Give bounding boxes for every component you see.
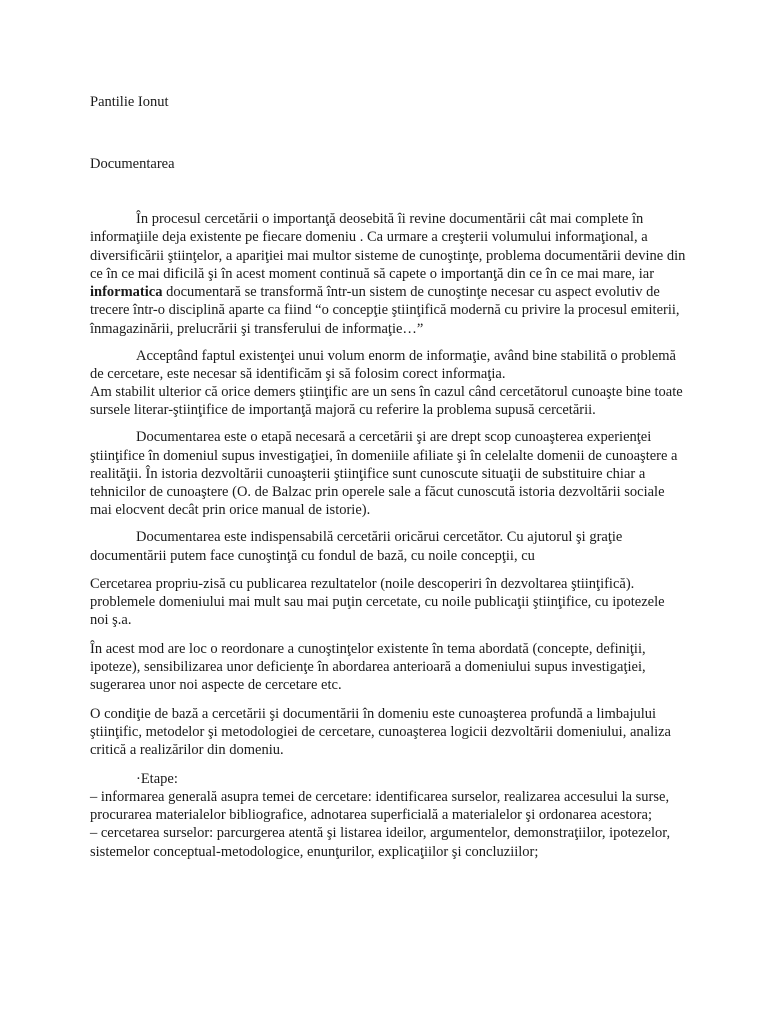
paragraph-8-text: O condiţie de bază a cercetării şi documentării în domeniu este cunoaşterea profundă a limbajului ştiinţific, metodelor şi metodologiei de cercetare, cunoaşterea logicii dezvoltării domeniului, analiza critică a realizărilor din domeniu. — [90, 705, 671, 759]
etape-item: – informarea generală asupra temei de cercetare: identificarea surselor, realizarea accesului la surse, procurarea materialelor bibliografice, adnotarea superficială a materialelor şi ordonarea acestora; — [90, 788, 670, 824]
paragraph-2 — [90, 347, 686, 384]
paragraph-1-bold-term: informatica — [90, 284, 163, 301]
paragraph-1-text-b: documentară se transformă într-un sistem de cunoştinţe necesar cu aspect evolutiv de trecere într-o disciplină aparte ca fiind “o concepţie ştiinţifică modernă cu privire la procesul emiterii, înmagazinării, prelucrării şi transferului de informaţie…” — [90, 284, 680, 337]
paragraph-5-text: Documentarea este indispensabilă cercetării oricărui cercetător. Cu ajutorul şi graţie documentării putem face cunoştinţă cu fondul de bază, cu noile concepţii, cu — [90, 529, 623, 564]
author-name: Pantilie Ionut — [90, 94, 169, 110]
paragraph-7 — [90, 640, 686, 695]
etape-heading: ·Etape: — [136, 770, 178, 787]
paragraph-4 — [90, 428, 686, 519]
etape-item: – cercetarea surselor: parcurgerea atentă şi listarea ideilor, argumentelor, demonstraţiilor, ipotezelor, sistemelor conceptual-metodologice, enunţurilor, explicaţiilor şi concluziilor; — [90, 825, 671, 860]
paragraph-3-text: Am stabilit ulterior că orice demers ştiinţific are un sens în cazul când cercetătorul cunoaşte bine toate sursele literar-ştiinţifice de importanţă majoră cu referire la problema supusă cercetării. — [90, 384, 683, 419]
paragraph-8 — [90, 705, 686, 760]
paragraph-5 — [90, 528, 686, 565]
paragraph-3 — [90, 383, 686, 420]
paragraph-1 — [90, 210, 686, 338]
paragraph-7-text: În acest mod are loc o reordonare a cunoştinţelor existente în tema abordată (concepte, definiţii, ipoteze), sensibilizarea unor deficienţe în abordarea anterioară a domeniului supus investigaţiei, sugerarea unor noi aspecte de cercetare etc. — [90, 640, 646, 694]
document-title: Documentarea — [90, 156, 175, 172]
paragraph-4-text: Documentarea este o etapă necesară a cercetării şi are drept scop cunoaşterea experienţei ştiinţifice în domeniul supus investigaţiei, în domeniile afiliate şi în celelalte domenii de cunoaştere a realităţii. În istoria dezvoltării cunoaşterii ştiinţifice sunt cunoscute situaţii de substituire chiar a tehnicilor de cunoaştere (O. de Balzac prin operele sale a făcut cunoscută istoria dezvoltării sociale mai elocvent decât prin orice manual de istorie). — [90, 429, 678, 519]
paragraph-2-text: Acceptând faptul existenţei unui volum enorm de informaţie, având bine stabilită o problemă de cercetare, este necesar să identificăm şi să folosim corect informaţia. — [90, 347, 676, 382]
etape-section — [90, 770, 686, 861]
document-body — [90, 210, 686, 861]
paragraph-6-text: Cercetarea propriu-zisă cu publicarea rezultatelor (noile descoperiri în dezvoltarea ştiinţifică). problemele domeniului mai mult sau mai puţin cercetate, cu noile publicaţii ştiinţifice, cu ipotezele noi ş.a. — [90, 575, 665, 629]
paragraph-6 — [90, 575, 686, 630]
paragraph-1-text-a: În procesul cercetării o importanţă deosebită îi revine documentării cât mai complete în informaţiile deja existente pe fiecare domeniu . Ca urmare a creşterii volumului informaţional, a diversificării ştiinţelor, a apariţiei mai multor sisteme de cunoştinţe, problema documentării devine din ce în ce mai dificilă şi în acest moment continuă să capete o importanţă din ce în ce mai mare, iar — [90, 211, 686, 282]
